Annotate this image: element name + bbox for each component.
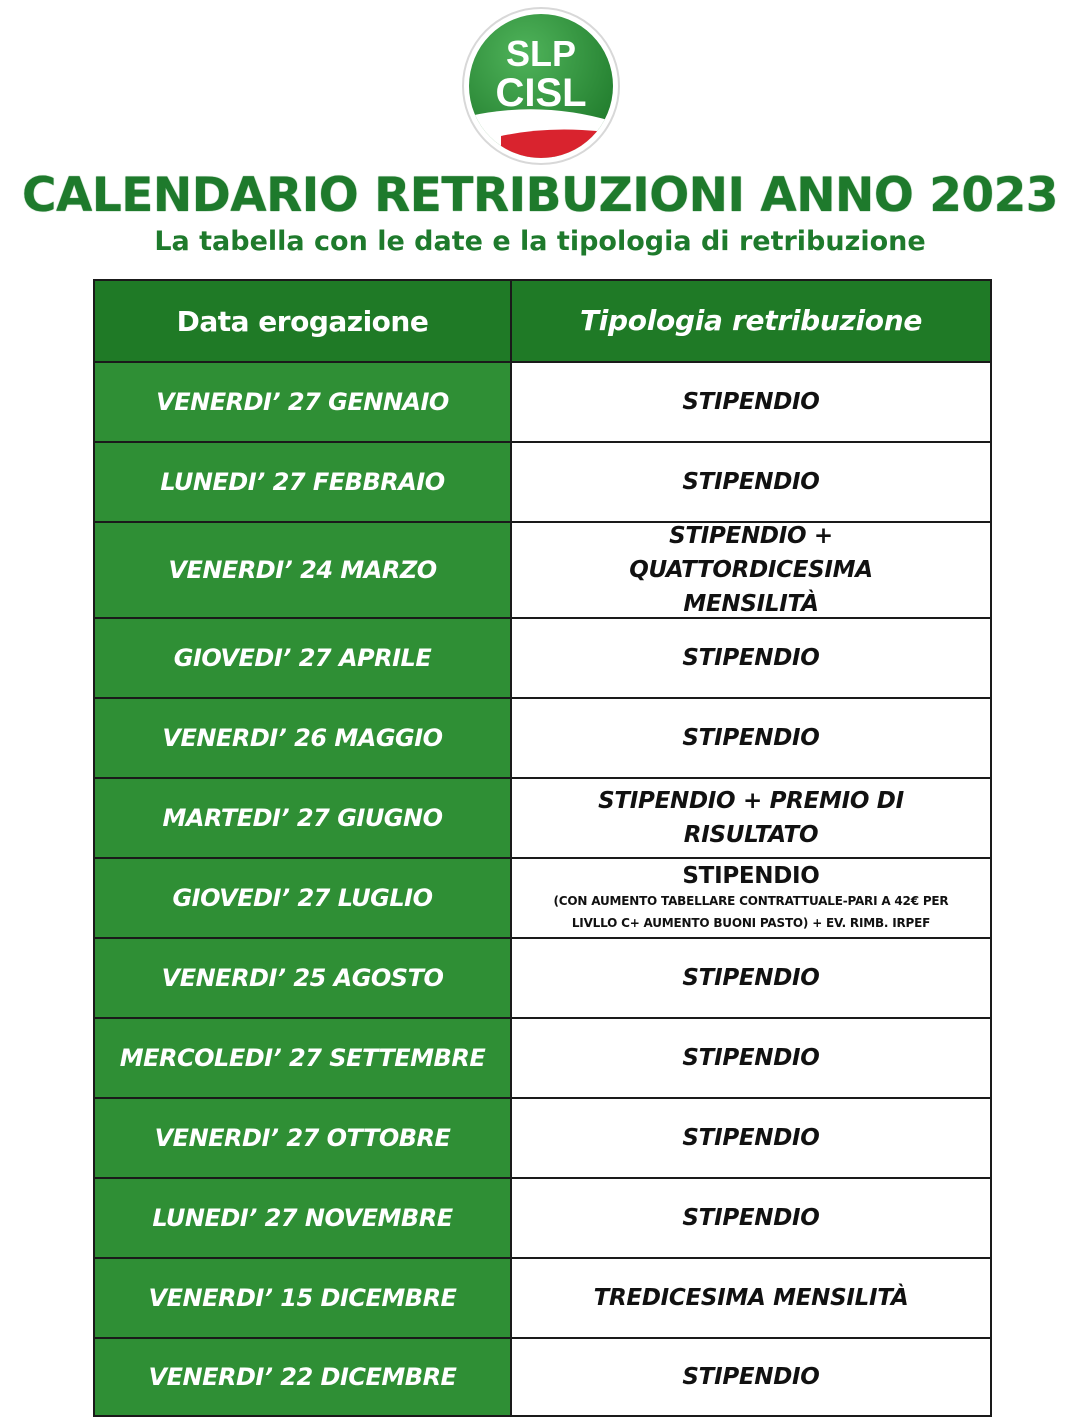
row-date: VENERDI’ 15 DICEMBRE [95, 1259, 512, 1337]
row-type: STIPENDIO [512, 1339, 990, 1415]
logo-text-cisl: CISL [495, 71, 587, 115]
row-type: STIPENDIO [512, 939, 990, 1017]
row-type: TREDICESIMA MENSILITÀ [512, 1259, 990, 1337]
row-type: STIPENDIO + QUATTORDICESIMA MENSILITÀ [512, 523, 990, 617]
logo-text-slp: SLP [505, 33, 577, 74]
table-row [95, 521, 990, 617]
table-header-row [95, 281, 990, 361]
row-date: VENERDI’ 22 DICEMBRE [95, 1339, 512, 1415]
table-row [95, 857, 990, 937]
table-row [95, 777, 990, 857]
logo-emblem-icon [461, 6, 621, 166]
table-row [95, 1177, 990, 1257]
row-type: STIPENDIO [512, 619, 990, 697]
row-type-note: (CON AUMENTO TABELLARE CONTRATTUALE-PARI A 42€ PER LIVLLO C+ AUMENTO BUONI PASTO) + EV. RIMB. IRPEF [553, 894, 949, 930]
row-date: GIOVEDI’ 27 LUGLIO [95, 859, 512, 937]
table-row [95, 1017, 990, 1097]
row-date: MARTEDI’ 27 GIUGNO [95, 779, 512, 857]
row-type: STIPENDIO [512, 363, 990, 441]
row-date: VENERDI’ 27 OTTOBRE [95, 1099, 512, 1177]
table-row [95, 937, 990, 1017]
table-row [95, 361, 990, 441]
row-type: STIPENDIO [512, 443, 990, 521]
row-type: STIPENDIO + PREMIO DI RISULTATO [512, 779, 990, 857]
column-header-type: Tipologia retribuzione [512, 281, 990, 361]
table-row [95, 1337, 990, 1415]
row-type: STIPENDIO [512, 699, 990, 777]
row-date: VENERDI’ 25 AGOSTO [95, 939, 512, 1017]
row-date: VENERDI’ 26 MAGGIO [95, 699, 512, 777]
row-date: GIOVEDI’ 27 APRILE [95, 619, 512, 697]
payment-calendar-table [93, 279, 992, 1417]
row-type: STIPENDIO [512, 1179, 990, 1257]
row-date: LUNEDI’ 27 NOVEMBRE [95, 1179, 512, 1257]
table-row [95, 1097, 990, 1177]
slp-cisl-logo [461, 6, 621, 166]
table-row [95, 441, 990, 521]
row-type: STIPENDIO [512, 1019, 990, 1097]
row-type: STIPENDIO [512, 1099, 990, 1177]
row-type-with-note [512, 859, 990, 937]
table-row [95, 617, 990, 697]
page-subtitle: La tabella con le date e la tipologia di retribuzione [154, 226, 926, 257]
row-date: VENERDI’ 27 GENNAIO [95, 363, 512, 441]
table-row [95, 1257, 990, 1337]
row-date: VENERDI’ 24 MARZO [95, 523, 512, 617]
row-type: STIPENDIO [682, 863, 820, 889]
page-title: CALENDARIO RETRIBUZIONI ANNO 2023 [21, 168, 1059, 223]
table-row [95, 697, 990, 777]
row-date: MERCOLEDI’ 27 SETTEMBRE [95, 1019, 512, 1097]
row-date: LUNEDI’ 27 FEBBRAIO [95, 443, 512, 521]
column-header-date: Data erogazione [95, 281, 512, 361]
